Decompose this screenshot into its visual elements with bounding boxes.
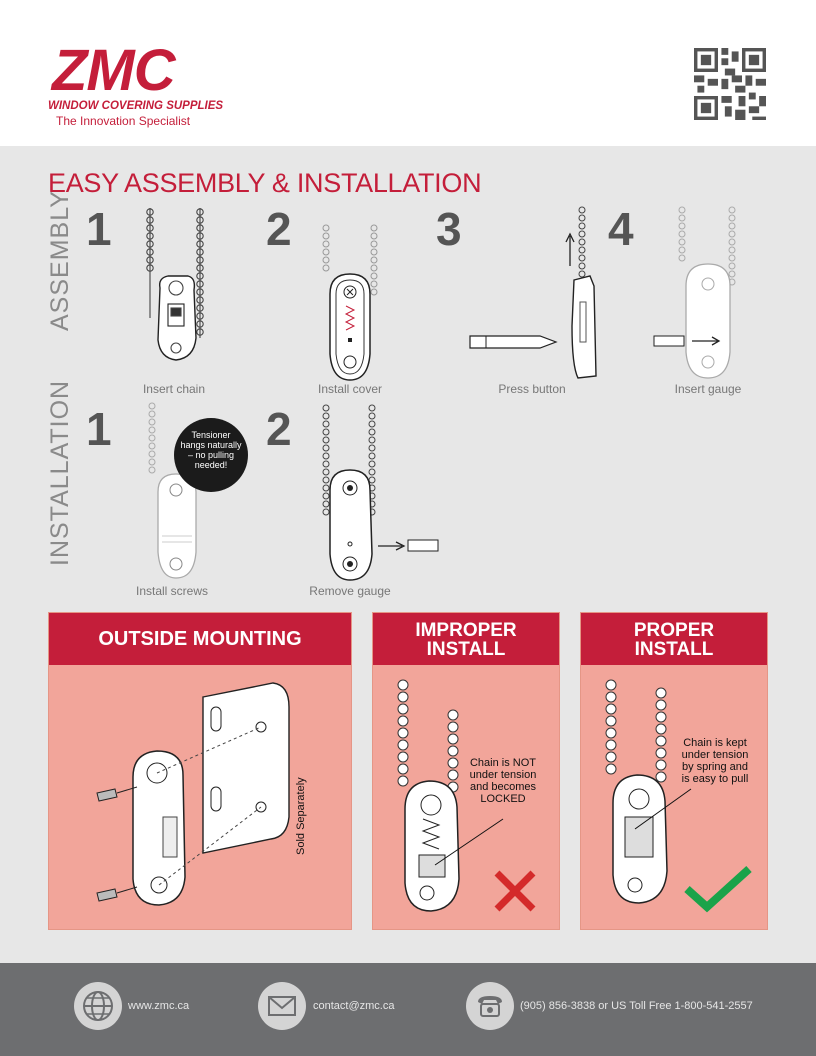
panel-title-line: PROPER	[633, 620, 715, 641]
panel-title-line: INSTALL	[426, 639, 506, 660]
sold-separately-note: Sold Separately	[295, 777, 307, 855]
installation-step-caption: Install screws	[135, 584, 209, 598]
logo-subtitle: WINDOW COVERING SUPPLIES	[48, 100, 224, 112]
assembly-step-number: 1	[86, 203, 112, 255]
qr-code-icon	[694, 48, 766, 120]
tensioner-tip-bubble	[174, 418, 248, 492]
panel-title-line: IMPROPER	[415, 620, 517, 641]
logo-tagline: The Innovation Specialist	[56, 114, 191, 128]
footer	[0, 963, 816, 1056]
note-line: and becomes	[469, 781, 537, 793]
bubble-line: needed!	[194, 460, 228, 470]
envelope-icon	[258, 982, 306, 1030]
improper-note	[459, 757, 547, 805]
assembly-step-number: 4	[608, 203, 634, 255]
assembly-step-caption: Insert chain	[142, 382, 206, 396]
installation-label: INSTALLATION	[46, 379, 74, 566]
installation-step-number: 2	[266, 403, 292, 455]
phone-icon	[466, 982, 514, 1030]
page-title: EASY ASSEMBLY & INSTALLATION	[48, 168, 482, 198]
note-line: LOCKED	[480, 793, 526, 805]
assembly-step-caption: Press button	[498, 382, 566, 396]
website-link[interactable]: www.zmc.ca	[128, 1000, 190, 1012]
note-line: Chain is NOT	[469, 757, 537, 769]
remove-gauge-illustration	[318, 404, 448, 582]
proper-note	[669, 737, 761, 785]
assembly-step-caption: Install cover	[317, 382, 383, 396]
outside-mount-bracket-illustration	[93, 677, 293, 927]
phone-number[interactable]: (905) 856-3838 or US Toll Free 1-800-541-2557	[520, 1000, 753, 1012]
email-link[interactable]: contact@zmc.ca	[313, 1000, 395, 1012]
outside-mounting-panel	[48, 612, 352, 930]
insert-gauge-illustration	[652, 206, 752, 386]
check-mark-icon	[683, 863, 753, 915]
panel-title	[581, 613, 767, 665]
envelope-icon-graphic	[258, 982, 306, 1030]
header	[0, 0, 816, 146]
panel-title: OUTSIDE MOUNTING	[49, 613, 351, 665]
installation-step-caption: Remove gauge	[309, 584, 391, 598]
improper-install-panel	[372, 612, 560, 930]
x-mark-icon	[491, 867, 539, 915]
note-line: by spring and	[681, 761, 749, 773]
globe-icon	[74, 982, 122, 1030]
note-line: Chain is kept	[683, 737, 747, 749]
bubble-line: hangs naturally	[180, 440, 242, 450]
bubble-line: – no pulling	[187, 450, 235, 460]
installation-step-number: 1	[86, 403, 112, 455]
press-button-illustration	[466, 206, 606, 386]
panel-title-line: INSTALL	[634, 639, 714, 660]
main-content	[0, 146, 816, 963]
phone-icon-graphic	[466, 982, 514, 1030]
globe-icon-graphic	[74, 982, 122, 1030]
tensioner-with-chain-illustration	[138, 208, 218, 378]
assembly-step-caption: Insert gauge	[674, 382, 742, 396]
note-line: under tension	[469, 769, 537, 781]
note-line: is easy to pull	[681, 773, 749, 785]
panel-title	[373, 613, 559, 665]
assembly-label: ASSEMBLY	[46, 190, 74, 331]
bubble-line: Tensioner	[191, 430, 231, 440]
assembly-step-number: 2	[266, 203, 292, 255]
proper-install-panel	[580, 612, 768, 930]
note-line: under tension	[681, 749, 749, 761]
assembly-step-number: 3	[436, 203, 462, 255]
logo-mark: ZMC	[52, 38, 175, 103]
tensioner-cover-illustration	[318, 224, 384, 384]
